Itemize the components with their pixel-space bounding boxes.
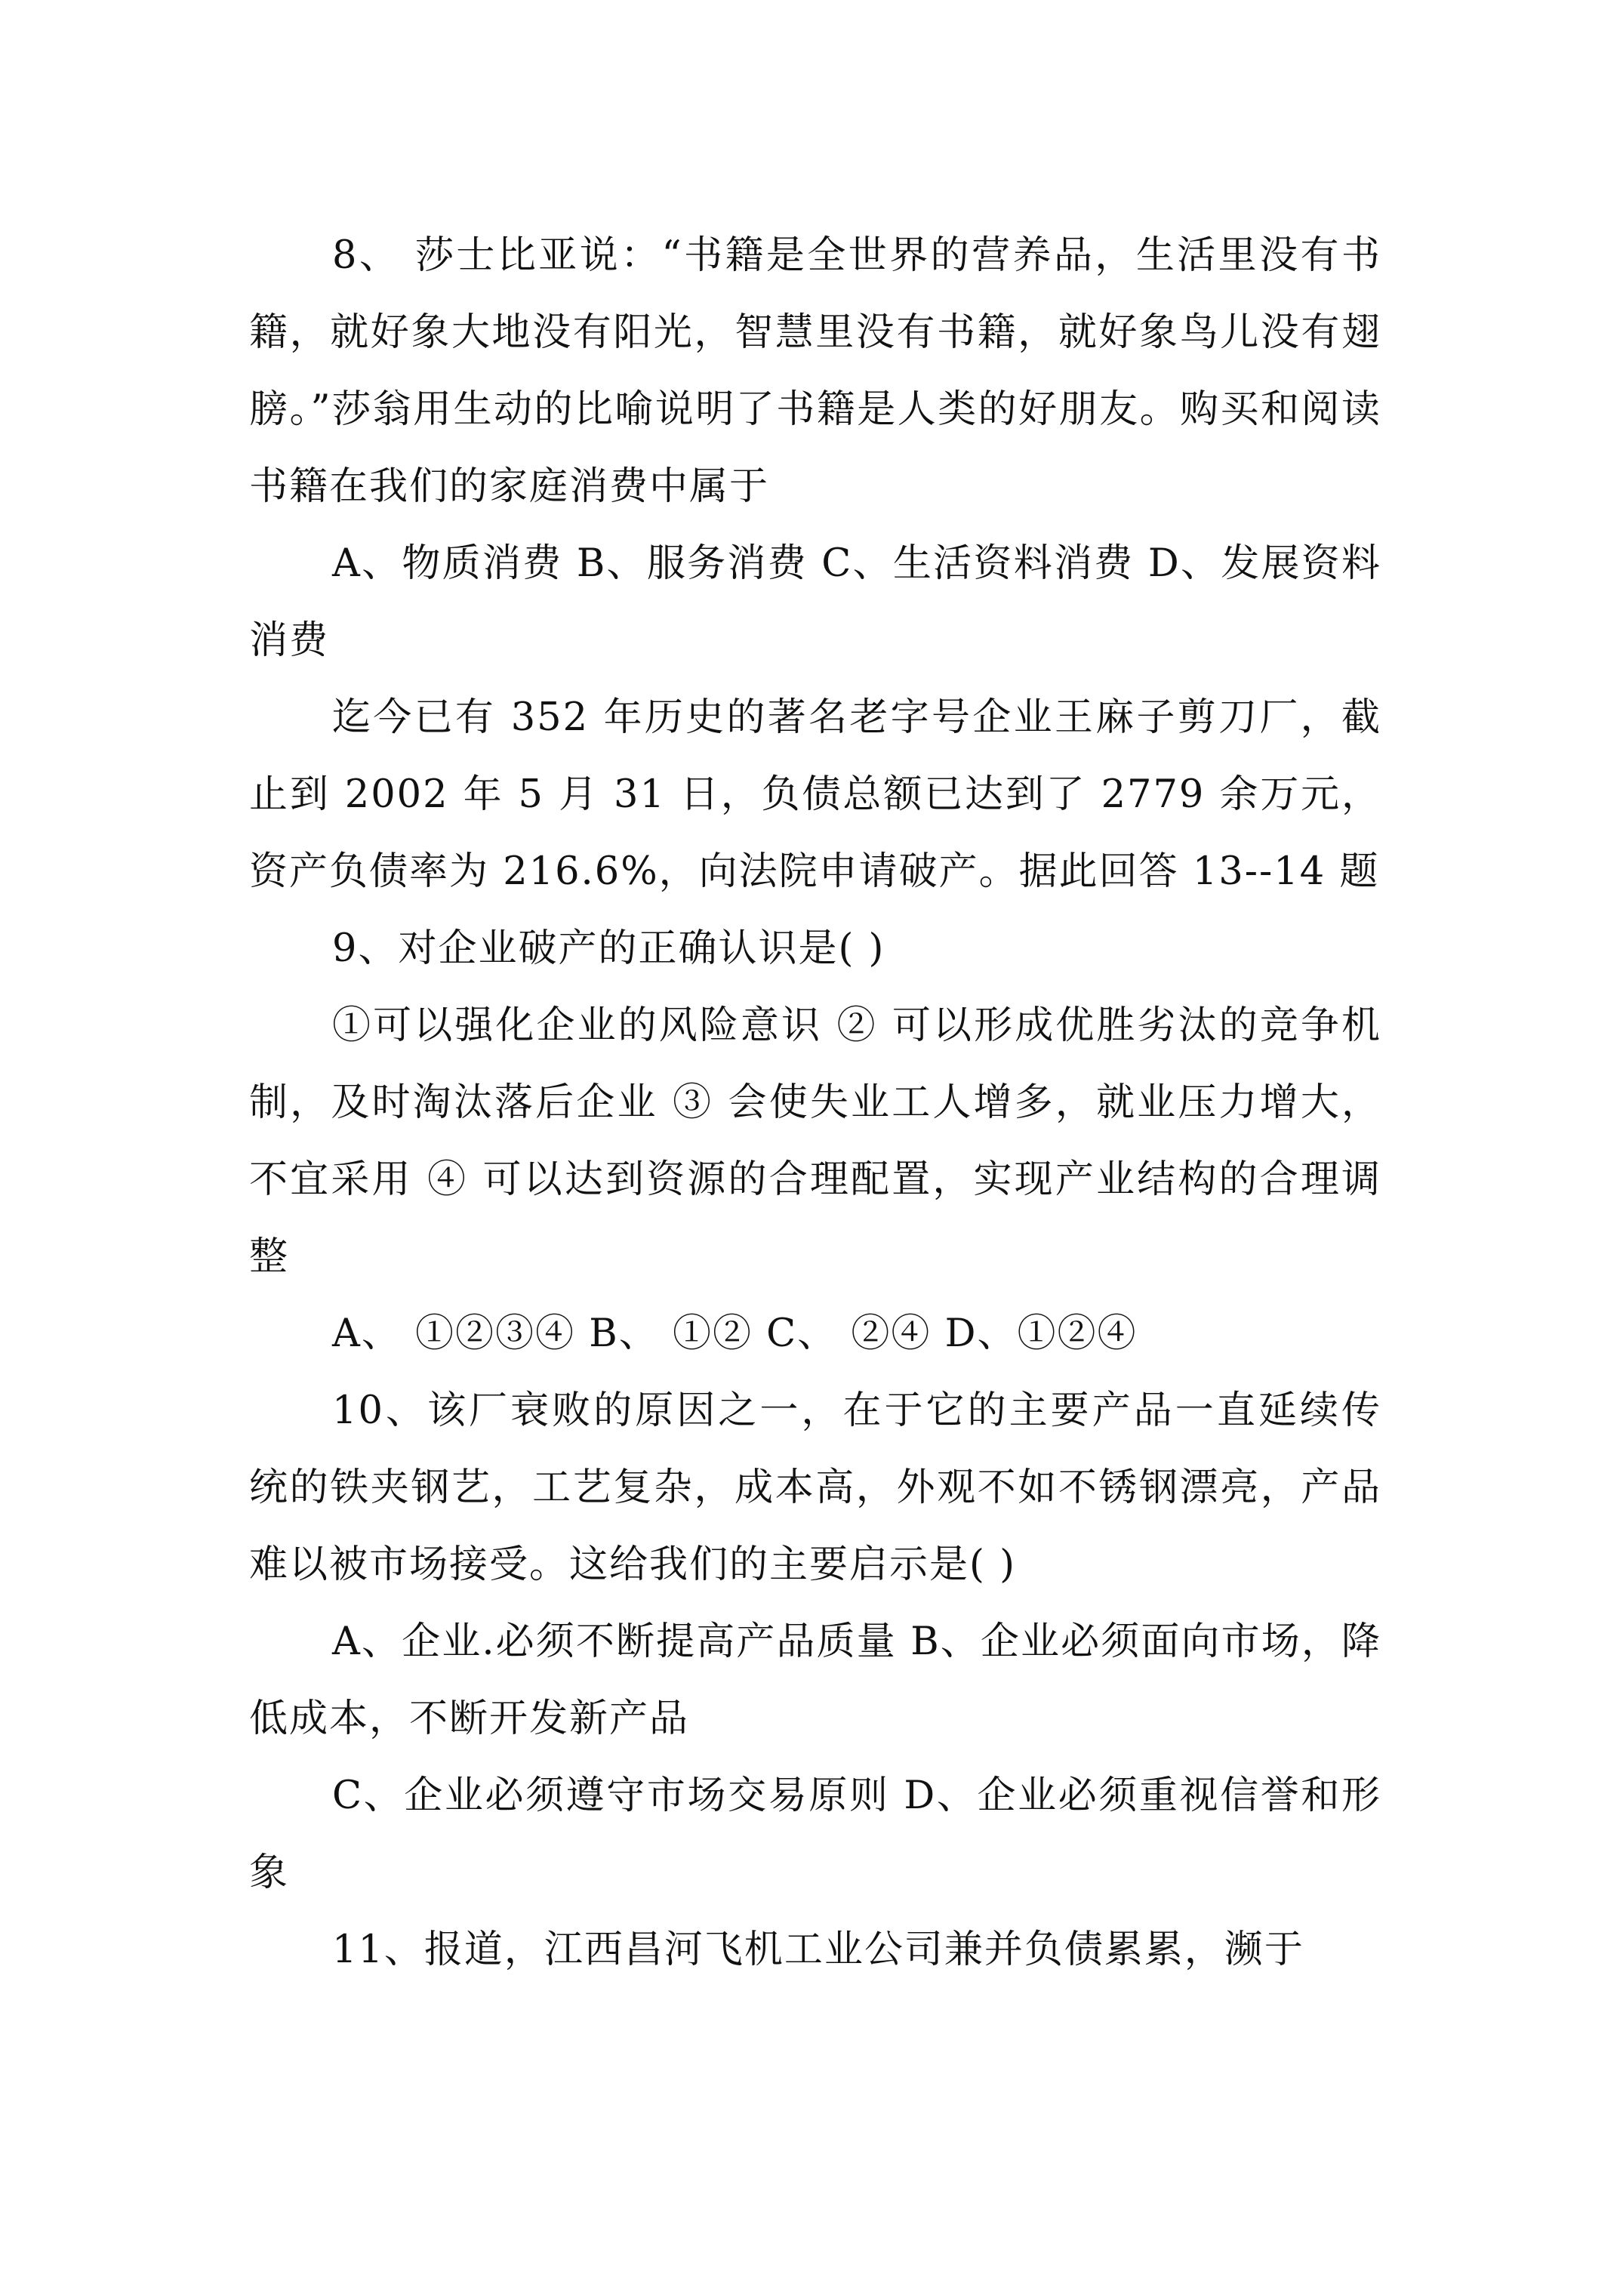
question-10-stem: 10、该厂衰败的原因之一，在于它的主要产品一直延续传统的铁夹钢艺，工艺复杂，成本高，外观不如不锈钢漂亮，产品难以被市场接受。这给我们的主要启示是( ) — [249, 1388, 1381, 1587]
question-9-options: A、 ①②③④ B、 ①② C、 ②④ D、①②④ — [332, 1311, 1138, 1356]
question-9-statements: ①可以强化企业的风险意识 ② 可以形成优胜劣汰的竞争机制，及时淘汰落后企业 ③ 会使失业工人增多，就业压力增大，不宜采用 ④ 可以达到资源的合理配置，实现产业结构的合理调整 — [249, 1003, 1381, 1279]
question-8-options: A、物质消费 B、服务消费 C、生活资料消费 D、发展资料消费 — [249, 541, 1381, 663]
question-10-options-ab: A、企业.必须不断提高产品质量 B、企业必须面向市场，降低成本，不断开发新产品 — [249, 1620, 1381, 1741]
material-passage: 迄今已有 352 年历史的著名老字号企业王麻子剪刀厂，截止到 2002 年 5 月 31 日，负债总额已达到了 2779 余万元，资产负债率为 216.6%，向法院申请破产。据此回答 13--14 题 — [249, 695, 1381, 894]
document-body — [249, 217, 1381, 1989]
question-10-options-cd: C、企业必须遵守市场交易原则 D、企业必须重视信誉和形象 — [249, 1774, 1381, 1895]
question-8-stem: 8、 莎士比亚说：“书籍是全世界的营养品，生活里没有书籍，就好象大地没有阳光，智慧里没有书籍，就好象鸟儿没有翅膀。”莎翁用生动的比喻说明了书籍是人类的好朋友。购买和阅读书籍在我们的家庭消费中属于 — [249, 233, 1381, 509]
question-9-stem: 9、对企业破产的正确认识是( ) — [332, 926, 885, 971]
question-11-stem: 11、报道，江西昌河飞机工业公司兼并负债累累，濒于 — [332, 1928, 1304, 1972]
